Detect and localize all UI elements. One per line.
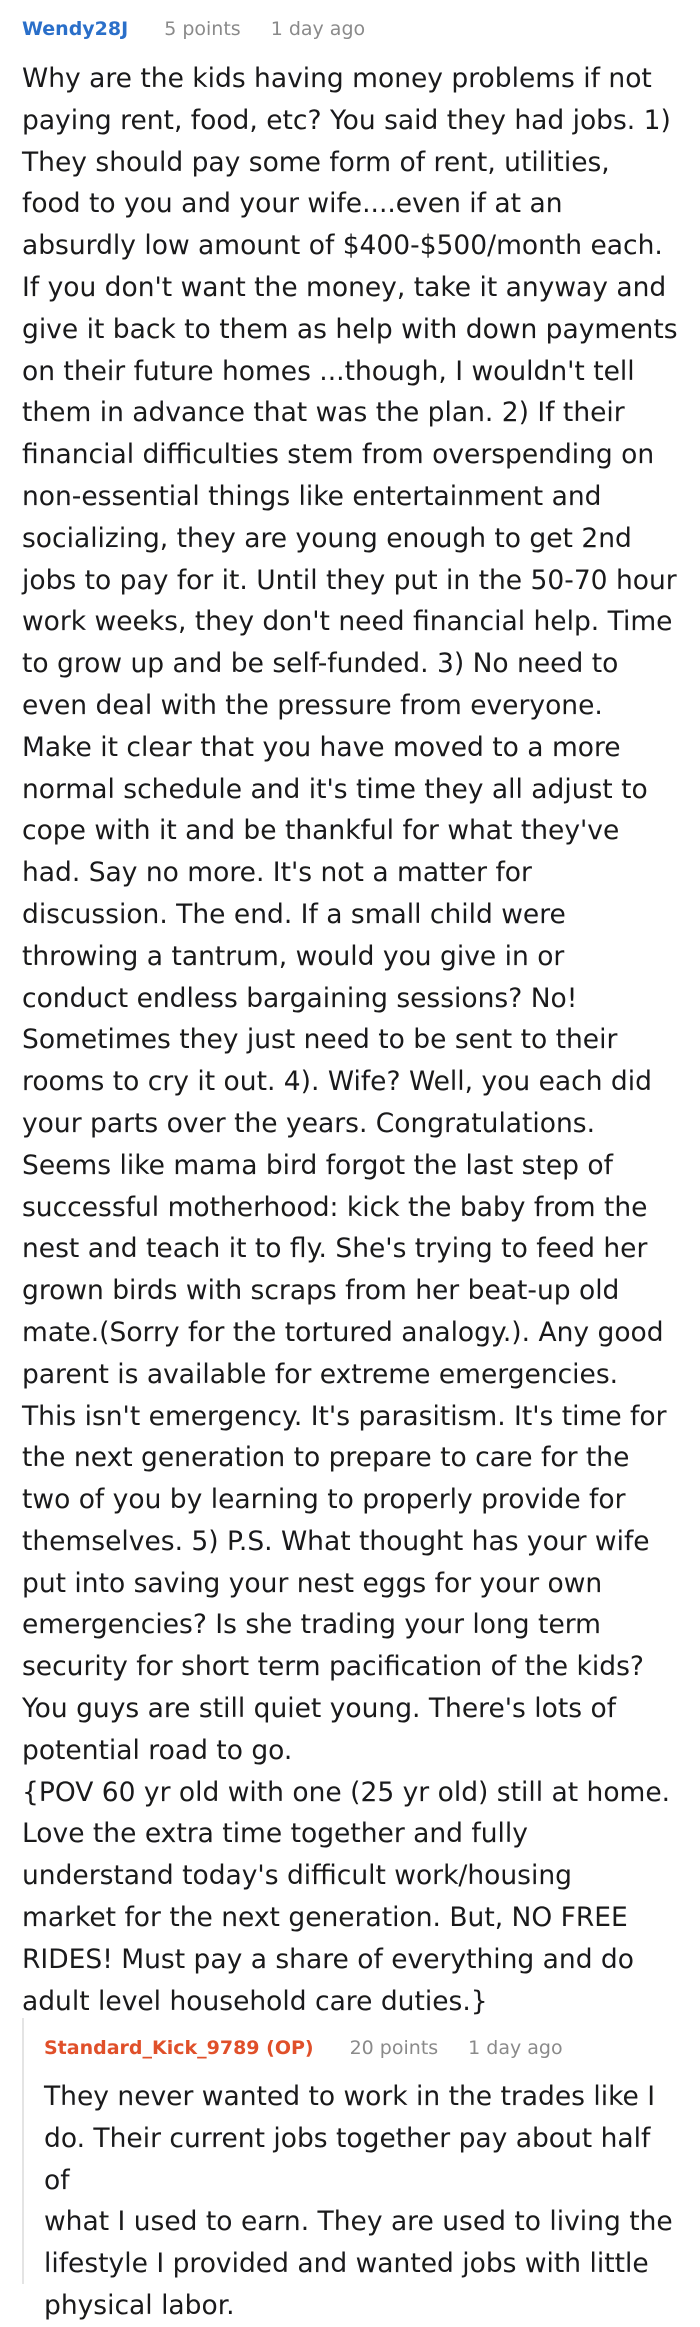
comment: [22, 0, 680, 2022]
reply-timestamp: 1 day ago: [468, 2037, 563, 2059]
comment-meta: [22, 0, 680, 58]
reply-points: 20 points: [349, 2037, 439, 2059]
reply-comment: [44, 2018, 684, 2327]
reply-author[interactable]: Standard_Kick_9789 (OP): [44, 2037, 314, 2059]
comment-author[interactable]: Wendy28J: [22, 18, 129, 40]
reply-meta: [44, 2018, 684, 2078]
reply-body: They never wanted to work in the trades like I do. Their current jobs together pay about half of what I used to earn. They are used to living the lifestyle I provided and wanted jobs with little physical labor.: [44, 2081, 673, 2321]
comment-timestamp: 1 day ago: [270, 18, 366, 40]
comment-points: 5 points: [164, 18, 241, 40]
reply-thread: [22, 2018, 684, 2321]
comment-body: Why are the kids having money problems if not paying rent, food, etc? You said they had jobs. 1) They should pay some form of rent, utilities, food to you and your wife....even if at an absurdly low amount of $400-$500/month each. If you don't want the money, take it anyway and give it back to them as help with down payments on their future homes ...though, I wouldn't tell them in advance that was the plan. 2) If their financial difficulties stem from overspending on non-essential things like entertainment and socializing, they are young enough to get 2nd jobs to pay for it. Until they put in the 50-70 hour work weeks, they don't need financial help. Time to grow up and be self-funded. 3) No need to even deal with the pressure from everyone. Make it clear that you have moved to a more normal schedule and it's time they all adjust to cope with it and be thankful for what they've had. Say no more. It's not a matter for discussion. The end. If a small child were throwing a tantrum, would you give in or conduct endless bargaining sessions? No! Sometimes they just need to be sent to their rooms to cry it out. 4). Wife? Well, you each did your parts over the years. Congratulations. Seems like mama bird forgot the last step of successful motherhood: kick the baby from the nest and teach it to fly. She's trying to feed her grown birds with scraps from her beat-up old mate.(Sorry for the tortured analogy.). Any good parent is available for extreme emergencies. This isn't emergency. It's parasitism. It's time for the next generation to prepare to care for the two of you by learning to properly provide for themselves. 5) P.S. What thought has your wife put into saving your nest eggs for your own emergencies? Is she trading your long term security for short term pacification of the kids? You guys are still quiet young. There's lots of potential road to go. {POV 60 yr old with one (25 yr old) still at home. Love the extra time together and fully understand today's difficult work/housing market for the next generation. But, NO FREE RIDES! Must pay a share of everything and do adult level household care duties.}: [22, 63, 678, 2017]
